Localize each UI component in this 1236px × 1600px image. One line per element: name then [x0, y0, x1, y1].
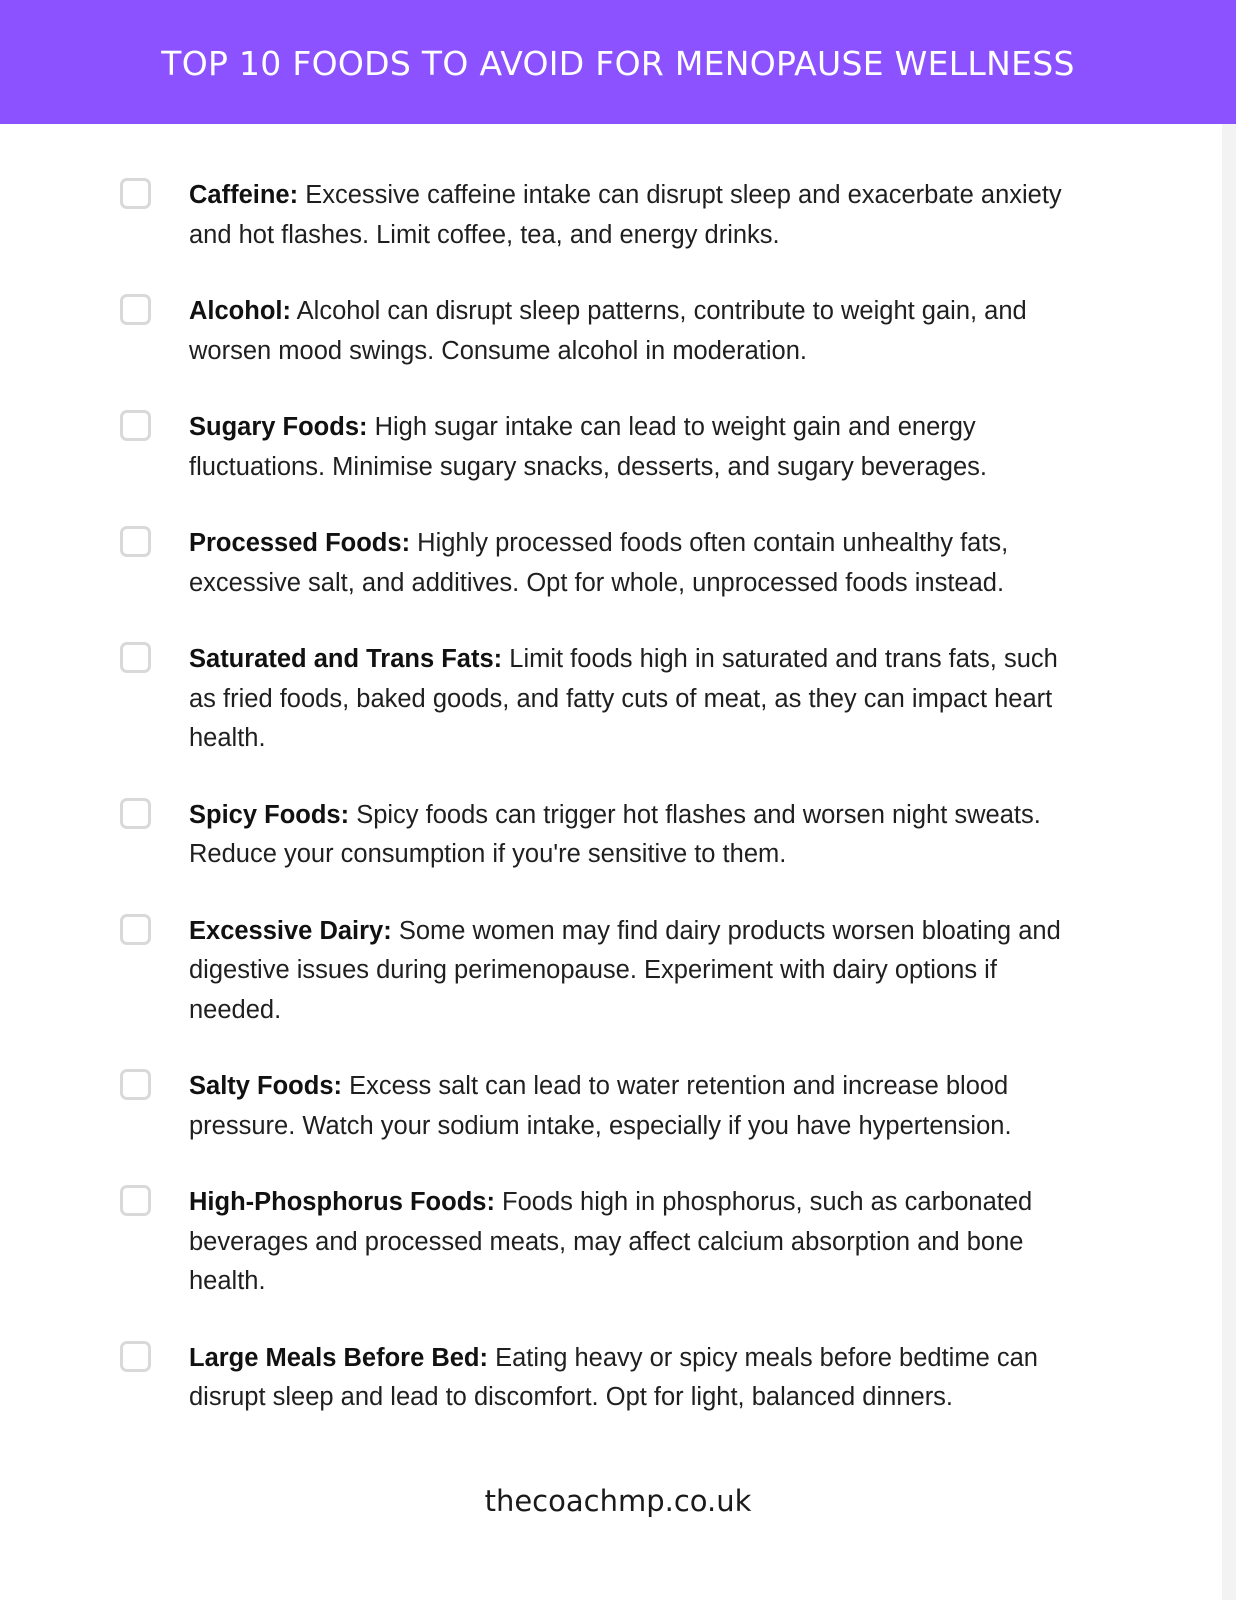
- checklist-item-large-meals-before-bed: [120, 1339, 1090, 1418]
- checklist-item-spicy-foods: [120, 796, 1090, 875]
- item-title: High-Phosphorus Foods:: [189, 1188, 495, 1216]
- item-description: Highly processed foods often contain unhealthy fats, excessive salt, and additives. Opt for whole, unprocessed foods instead.: [189, 529, 1009, 597]
- checklist-item-high-phosphorus-foods: [120, 1183, 1090, 1302]
- page-title: TOP 10 FOODS TO AVOID FOR MENOPAUSE WELLNESS: [161, 43, 1075, 83]
- checklist-item-processed-foods: [120, 524, 1090, 603]
- checklist-item-sugary-foods: [120, 408, 1090, 487]
- checkbox[interactable]: [120, 1341, 151, 1372]
- item-title: Saturated and Trans Fats:: [189, 645, 503, 673]
- item-title: Sugary Foods:: [189, 413, 368, 441]
- checkbox[interactable]: [120, 1185, 151, 1216]
- checkbox[interactable]: [120, 294, 151, 325]
- item-description: Excessive caffeine intake can disrupt sleep and exacerbate anxiety and hot flashes. Limit coffee, tea, and energy drinks.: [189, 181, 1062, 249]
- item-title: Alcohol:: [189, 297, 291, 325]
- checklist-item-caffeine: [120, 176, 1090, 255]
- item-title: Spicy Foods:: [189, 800, 350, 829]
- item-description: High sugar intake can lead to weight gain and energy fluctuations. Minimise sugary snacks, desserts, and sugary beverages.: [189, 413, 987, 481]
- item-description: Some women may find dairy products worsen bloating and digestive issues during perimenopause. Experiment with dairy options if needed.: [189, 916, 1061, 1024]
- item-title: Salty Foods:: [189, 1072, 343, 1100]
- checklist-item-saturated-trans-fats: [120, 640, 1090, 759]
- item-description: Alcohol can disrupt sleep patterns, contribute to weight gain, and worsen mood swings. Consume alcohol in moderation.: [189, 297, 1027, 365]
- food-checklist: [120, 176, 1090, 1418]
- checkbox[interactable]: [120, 798, 151, 829]
- item-title: Caffeine:: [189, 181, 299, 209]
- item-title: Excessive Dairy:: [189, 916, 392, 945]
- checkbox[interactable]: [120, 526, 151, 557]
- checkbox[interactable]: [120, 914, 151, 945]
- item-title: Processed Foods:: [189, 529, 411, 557]
- item-description: Limit foods high in saturated and trans fats, such as fried foods, baked goods, and fatty cuts of meat, as they can impact heart health.: [189, 645, 1058, 752]
- footer-website: thecoachmp.co.uk: [484, 1484, 752, 1518]
- checklist-item-salty-foods: [120, 1067, 1090, 1146]
- checklist-item-excessive-dairy: [120, 912, 1090, 1031]
- header-banner: [0, 0, 1236, 124]
- item-description: Foods high in phosphorus, such as carbonated beverages and processed meats, may affect calcium absorption and bone health.: [189, 1188, 1033, 1295]
- item-description: Excess salt can lead to water retention and increase blood pressure. Watch your sodium intake, especially if you have hypertension.: [189, 1072, 1012, 1140]
- page-edge: [1222, 124, 1236, 1600]
- item-description: Eating heavy or spicy meals before bedtime can disrupt sleep and lead to discomfort. Opt for light, balanced dinners.: [189, 1343, 1038, 1411]
- item-description: Spicy foods can trigger hot flashes and worsen night sweats. Reduce your consumption if you're sensitive to them.: [189, 800, 1041, 868]
- item-title: Large Meals Before Bed:: [189, 1343, 489, 1372]
- checkbox[interactable]: [120, 1069, 151, 1100]
- checkbox[interactable]: [120, 410, 151, 441]
- checkbox[interactable]: [120, 178, 151, 209]
- checkbox[interactable]: [120, 642, 151, 673]
- checklist-item-alcohol: [120, 292, 1090, 371]
